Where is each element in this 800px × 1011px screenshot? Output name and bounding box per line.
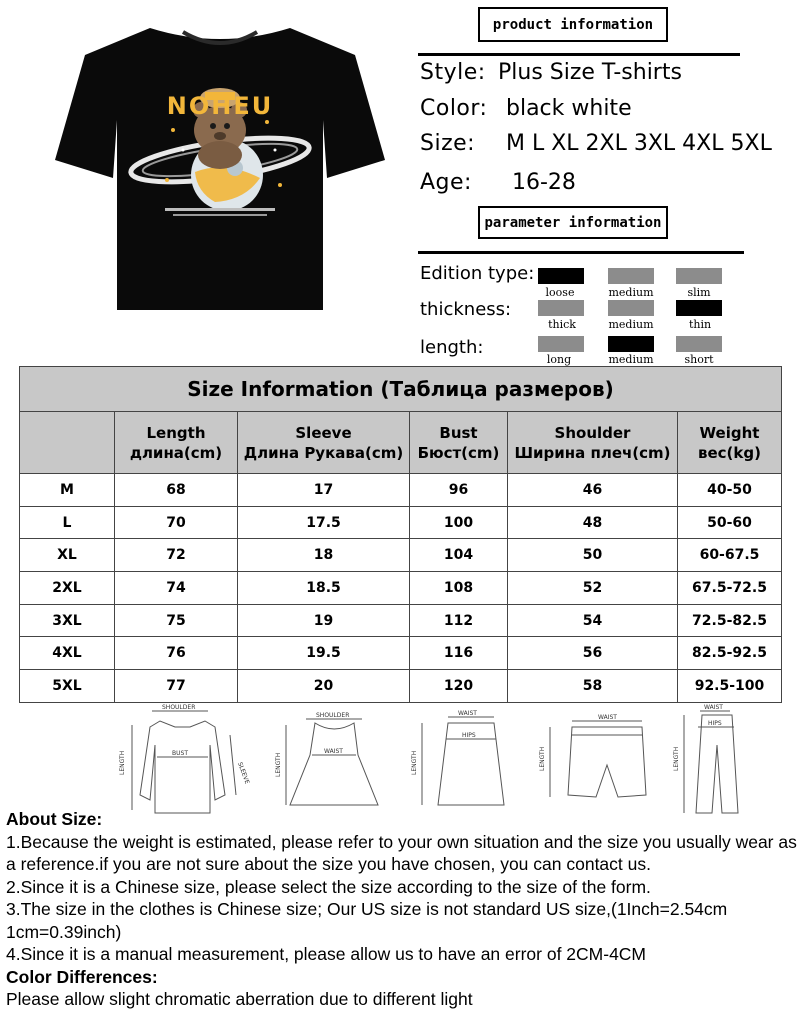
swatch-slim: [676, 268, 722, 284]
table-cell: 72.5-82.5: [678, 604, 782, 637]
table-cell: 60-67.5: [678, 539, 782, 572]
table-cell: 50: [508, 539, 678, 572]
table-cell: 104: [410, 539, 508, 572]
column-header-bust: Bust Бюст(cm): [410, 412, 508, 474]
parameter-info-title: parameter information: [478, 206, 668, 239]
diagram-label: SHOULDER: [162, 704, 196, 711]
table-cell: 120: [410, 670, 508, 703]
table-cell: 18.5: [238, 572, 410, 605]
spec-label: Style:: [420, 60, 486, 85]
table-cell: XL: [20, 539, 115, 572]
table-cell: 56: [508, 637, 678, 670]
swatch-label: thick: [548, 318, 576, 331]
table-cell: 18: [238, 539, 410, 572]
swatch-label: medium: [608, 318, 654, 331]
swatch-short: [676, 336, 722, 352]
swatch-loose-selected: [538, 268, 584, 284]
swatch-label: medium: [608, 353, 654, 366]
param-label-edition: Edition type:: [420, 263, 535, 284]
table-cell: 108: [410, 572, 508, 605]
swatch-label: loose: [545, 286, 575, 299]
table-cell: 116: [410, 637, 508, 670]
spec-value: Plus Size T-shirts: [498, 60, 682, 85]
divider: [418, 251, 744, 254]
spec-value: black white: [506, 96, 632, 121]
table-cell: 40-50: [678, 474, 782, 507]
diagram-label: SLEEVE: [236, 761, 251, 785]
column-header-size: [20, 412, 115, 474]
about-size-heading: About Size:: [6, 809, 103, 829]
swatch-thick: [538, 300, 584, 316]
spec-label: Size:: [420, 131, 476, 156]
note-line: 1.Because the weight is estimated, please refer to your own situation and the size you usually wear as a reference.if you are not sure about the size you have chosen, you can contact us.: [6, 831, 797, 874]
table-cell: 50-60: [678, 506, 782, 539]
column-header-weight: Weight вес(kg): [678, 412, 782, 474]
product-image: [55, 10, 385, 310]
column-header-shoulder: Shoulder Ширина плеч(cm): [508, 412, 678, 474]
table-cell: 68: [115, 474, 238, 507]
table-cell: 19: [238, 604, 410, 637]
table-cell: 17.5: [238, 506, 410, 539]
table-cell: 76: [115, 637, 238, 670]
table-cell: 46: [508, 474, 678, 507]
table-cell: 67.5-72.5: [678, 572, 782, 605]
table-cell: 70: [115, 506, 238, 539]
size-table-caption: Size Information (Таблица размеров): [20, 367, 782, 412]
skirt-diagram: [422, 717, 504, 805]
table-cell: 52: [508, 572, 678, 605]
table-cell: 72: [115, 539, 238, 572]
table-cell: 58: [508, 670, 678, 703]
divider: [418, 53, 740, 56]
table-cell: 19.5: [238, 637, 410, 670]
diagram-label: WAIST: [458, 710, 477, 717]
diagram-label: LENGTH: [119, 750, 126, 775]
swatch-label: thin: [688, 318, 712, 331]
spec-size: [420, 131, 772, 156]
size-table-header: [20, 412, 782, 474]
print-text: NOHEU: [166, 92, 274, 120]
diagram-label: SHOULDER: [316, 712, 350, 719]
diagram-label: WAIST: [704, 704, 723, 711]
table-row: [20, 604, 782, 637]
note-line: 4.Since it is a manual measurement, please allow us to have an error of 2CM-4CM: [6, 944, 647, 964]
table-cell: 96: [410, 474, 508, 507]
spec-value: M L XL 2XL 3XL 4XL 5XL: [506, 131, 772, 156]
dress-diagram: [286, 719, 378, 805]
table-row: [20, 670, 782, 703]
swatch-medium: [608, 268, 654, 284]
swatch-label: short: [684, 353, 714, 366]
table-cell: 82.5-92.5: [678, 637, 782, 670]
table-cell: 4XL: [20, 637, 115, 670]
table-cell: 5XL: [20, 670, 115, 703]
spec-label: Age:: [420, 170, 472, 195]
swatch-medium-selected: [608, 336, 654, 352]
spec-value: 16-28: [512, 170, 576, 195]
param-label-length: length:: [420, 337, 484, 358]
table-cell: 75: [115, 604, 238, 637]
table-cell: 3XL: [20, 604, 115, 637]
swatch-thin-selected: [676, 300, 722, 316]
spec-label: Color:: [420, 96, 488, 121]
table-cell: 112: [410, 604, 508, 637]
shorts-diagram: [550, 721, 646, 797]
diagram-label: HIPS: [462, 732, 476, 739]
table-row: [20, 539, 782, 572]
table-cell: 2XL: [20, 572, 115, 605]
size-table: [19, 366, 782, 703]
table-cell: 48: [508, 506, 678, 539]
table-cell: 54: [508, 604, 678, 637]
table-cell: 92.5-100: [678, 670, 782, 703]
diagram-label: LENGTH: [673, 746, 680, 771]
table-cell: 74: [115, 572, 238, 605]
measurement-diagrams: [110, 704, 723, 815]
diagram-label: BUST: [172, 750, 188, 757]
table-cell: 77: [115, 670, 238, 703]
table-cell: 20: [238, 670, 410, 703]
swatch-medium: [608, 300, 654, 316]
spec-age: [420, 170, 576, 195]
jacket-diagram: [132, 711, 236, 813]
product-info-title: product information: [478, 7, 668, 42]
note-line: Please allow slight chromatic aberration due to different light: [6, 989, 473, 1009]
swatch-label: slim: [687, 286, 711, 299]
table-cell: 17: [238, 474, 410, 507]
spec-style: [420, 60, 682, 85]
table-row: [20, 572, 782, 605]
column-header-length: Length длина(cm): [115, 412, 238, 474]
diagram-label: LENGTH: [539, 746, 546, 771]
diagram-label: LENGTH: [275, 752, 282, 777]
note-line: 3.The size in the clothes is Chinese size; Our US size is not standard US size,(1Inch=2.54cm 1cm=0.39inch): [6, 899, 728, 942]
column-header-sleeve: Sleeve Длина Рукава(cm): [238, 412, 410, 474]
diagram-label: LENGTH: [411, 750, 418, 775]
note-line: 2.Since it is a Chinese size, please select the size according to the size of the form.: [6, 876, 651, 897]
table-row: [20, 637, 782, 670]
diagram-label: WAIST: [324, 748, 343, 755]
swatch-label: medium: [608, 286, 654, 299]
diagram-label: HIPS: [708, 720, 722, 727]
size-notes: [6, 808, 798, 1011]
swatch-long: [538, 336, 584, 352]
param-label-thickness: thickness:: [420, 299, 512, 320]
table-cell: 100: [410, 506, 508, 539]
spec-color: [420, 96, 632, 121]
table-row: [20, 506, 782, 539]
swatch-label: long: [546, 353, 572, 366]
color-differences-heading: Color Differences:: [6, 966, 158, 987]
diagram-label: WAIST: [598, 714, 617, 721]
table-cell: M: [20, 474, 115, 507]
table-row: [20, 474, 782, 507]
table-cell: L: [20, 506, 115, 539]
